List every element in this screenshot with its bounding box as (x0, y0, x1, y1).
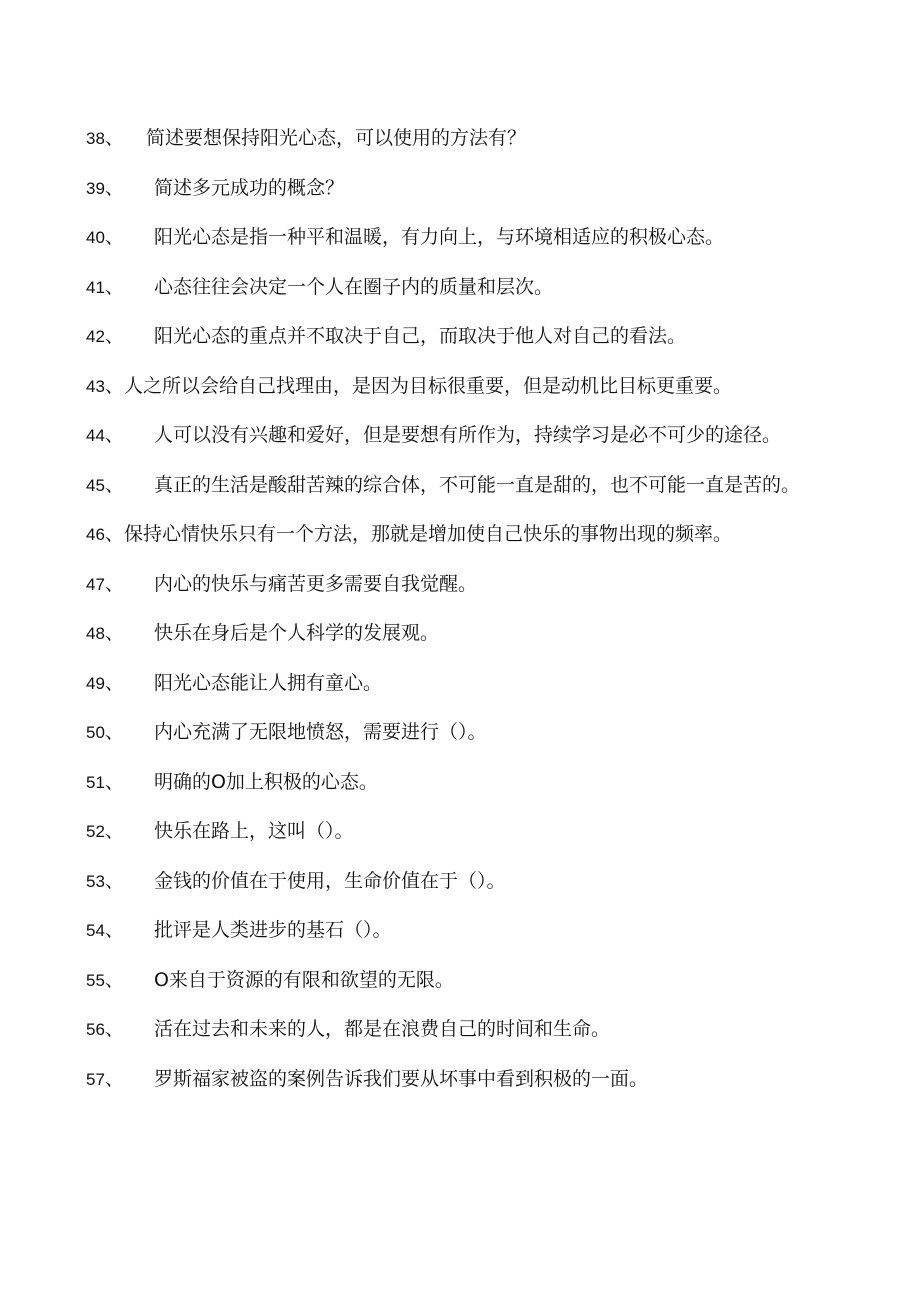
list-item (86, 362, 826, 412)
item-separator: 、 (104, 671, 124, 694)
list-item (86, 411, 826, 461)
list-item (86, 1055, 826, 1105)
question-list (86, 114, 826, 1104)
item-number: 45 (86, 475, 105, 495)
item-separator: 、 (104, 275, 124, 298)
item-text: 明确的O加上积极的心态。 (153, 770, 378, 793)
item-text: 金钱的价值在于使用，生命价值在于（）。 (153, 869, 506, 892)
item-number: 53 (86, 871, 105, 891)
item-separator: 、 (104, 820, 124, 842)
item-text: 简述要想保持阳光心态，可以使用的方法有？ (145, 127, 526, 149)
item-number: 46 (86, 525, 105, 544)
list-item (86, 510, 826, 560)
item-text: 批评是人类进步的基石（）。 (153, 919, 392, 941)
item-number: 47 (86, 574, 105, 594)
item-text: 快乐在路上，这叫（）。 (153, 820, 354, 842)
item-number: 56 (86, 1020, 105, 1039)
item-number: 40 (86, 228, 105, 247)
list-item (86, 213, 826, 263)
item-text: 真正的生活是酸甜苦辣的综合体，不可能一直是甜的，也不可能一直是苦的。 (153, 473, 800, 496)
list-item (86, 164, 826, 214)
item-separator: 、 (104, 473, 124, 496)
item-separator: 、 (104, 176, 124, 199)
list-item (86, 807, 826, 857)
item-separator: 、 (104, 622, 124, 644)
item-text: 内心的快乐与痛苦更多需要自我觉醒。 (153, 572, 477, 595)
item-number: 49 (86, 673, 105, 693)
item-text: 人可以没有兴趣和爱好，但是要想有所作为，持续学习是必不可少的途径。 (153, 424, 781, 446)
list-item (86, 956, 826, 1006)
item-separator: 、 (104, 869, 124, 892)
item-text: 简述多元成功的概念？ (153, 176, 344, 199)
list-item (86, 758, 826, 808)
list-item (86, 609, 826, 659)
list-item (86, 114, 826, 164)
item-separator: 、 (104, 523, 124, 545)
item-number: 54 (86, 921, 105, 940)
item-text: 阳光心态是指一种平和温暖，有力向上，与环境相适应的积极心态。 (153, 226, 724, 248)
list-item (86, 560, 826, 610)
item-separator: 、 (104, 226, 124, 248)
item-number: 55 (86, 970, 105, 990)
list-item (86, 461, 826, 511)
list-item (86, 906, 826, 956)
item-number: 50 (86, 723, 105, 742)
item-text: 保持心情快乐只有一个方法，那就是增加使自己快乐的事物出现的频率。 (123, 523, 732, 545)
item-text: 心态往往会决定一个人在圈子内的质量和层次。 (153, 275, 553, 298)
item-number: 41 (86, 277, 105, 297)
item-separator: 、 (104, 1018, 124, 1040)
item-text: 活在过去和未来的人，都是在浪费自己的时间和生命。 (153, 1018, 610, 1040)
item-number: 39 (86, 178, 105, 198)
list-item (86, 312, 826, 362)
list-item (86, 659, 826, 709)
item-separator: 、 (104, 572, 124, 595)
item-number: 48 (86, 624, 105, 643)
item-number: 38 (86, 129, 105, 148)
item-text: 罗斯福家被盗的案例告诉我们要从坏事中看到积极的一面。 (153, 1067, 648, 1090)
item-separator: 、 (104, 1067, 124, 1090)
item-separator: 、 (104, 127, 124, 149)
item-separator: 、 (104, 968, 124, 991)
item-number: 44 (86, 426, 105, 445)
list-item (86, 1005, 826, 1055)
item-separator: 、 (104, 325, 124, 347)
item-number: 51 (86, 772, 105, 792)
item-text: 内心充满了无限地愤怒，需要进行（）。 (153, 721, 487, 743)
item-text: 阳光心态的重点并不取决于自己，而取决于他人对自己的看法。 (153, 325, 686, 347)
item-text: 阳光心态能让人拥有童心。 (153, 671, 382, 694)
item-separator: 、 (104, 424, 124, 446)
item-separator: 、 (104, 374, 124, 397)
list-item (86, 708, 826, 758)
item-separator: 、 (104, 919, 124, 941)
item-text: O来自于资源的有限和欲望的无限。 (153, 968, 454, 991)
item-text: 人之所以会给自己找理由，是因为目标很重要，但是动机比目标更重要。 (123, 374, 732, 397)
item-number: 43 (86, 376, 105, 396)
item-number: 52 (86, 822, 105, 841)
item-text: 快乐在身后是个人科学的发展观。 (153, 622, 439, 644)
item-separator: 、 (104, 770, 124, 793)
item-number: 57 (86, 1069, 105, 1089)
item-separator: 、 (104, 721, 124, 743)
list-item (86, 263, 826, 313)
item-number: 42 (86, 327, 105, 346)
list-item (86, 857, 826, 907)
